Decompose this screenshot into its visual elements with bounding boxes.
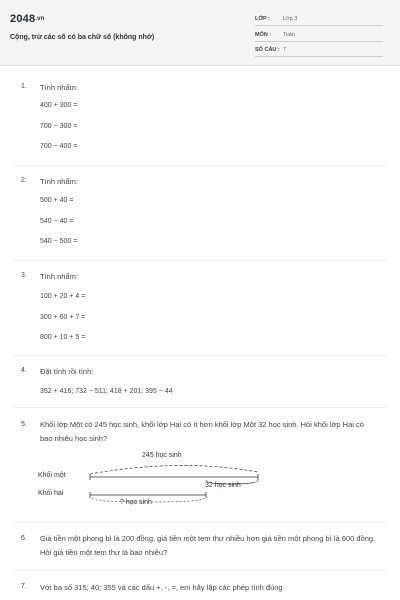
diagram-svg [30,450,290,510]
exercise-line: 700 − 300 = [40,123,78,130]
question-number: 5. [21,421,27,428]
meta-subject [255,30,383,42]
site-logo[interactable] [10,13,45,25]
meta-subject-key: MÔN : [255,32,272,38]
question-number: 1. [21,83,27,90]
question-title: Tính nhẩm: [40,272,78,281]
exercise-line: 400 + 300 = [40,102,78,109]
row1-label: Khối một [38,472,66,479]
meta-grade-key: LỚP : [255,16,270,22]
question-title: Đặt tính rồi tính: [40,367,94,376]
segment-diagram [30,450,290,510]
exercise-line: 700 − 400 = [40,143,78,150]
meta-grade-value: Lớp 3 [283,16,298,22]
exercise-line: 540 − 500 = [40,238,78,245]
divider [14,165,386,166]
divider [14,570,386,571]
difference-label: 32 học sinh [205,482,241,489]
meta-count [255,45,383,57]
meta-count-value: 7 [283,47,287,53]
question-number: 4. [21,367,27,374]
total-label: 245 học sinh [142,452,182,459]
exercise-line: 300 + 60 + 7 = [40,314,86,321]
unknown-label: ? học sinh [120,499,152,506]
divider [14,522,386,523]
divider [14,260,386,261]
divider [14,355,386,356]
worksheet-title: Cộng, trừ các số có ba chữ số (không nhớ) [10,34,155,41]
worksheet-header [0,0,400,66]
question-title: Tính nhẩm: [40,177,78,186]
total-brace [90,465,258,474]
question-text: Giá tiền một phong bì là 200 đồng, giá tiền một tem thư nhiều hơn giá tiền một phong bì là 600 đồng. Hỏi giá tiền một tem thư là bao nhiêu? [40,534,376,557]
meta-grade [255,14,383,26]
exercise-line: 100 + 20 + 4 = [40,293,86,300]
logo-suffix: .vn [35,16,45,22]
meta-count-key: SỐ CÂU : [255,47,280,53]
exercise-line: 800 + 10 + 5 = [40,334,86,341]
exercise-line: 500 + 40 = [40,197,74,204]
question-text: Khối lớp Một có 245 học sinh, khối lớp Hai có ít hơn khối lớp Một 32 học sinh. Hỏi khối lớp Hai có bao nhiêu học sinh? [40,420,364,443]
logo-number: 2048 [10,13,36,25]
question-number: 2. [21,177,27,184]
question-number: 7. [21,583,27,590]
question-number: 3. [21,272,27,279]
exercise-line: 352 + 416; 732 − 511; 418 + 201; 395 − 44 [40,388,173,395]
question-title: Tính nhẩm: [40,83,78,92]
meta-subject-value: Toán [283,32,295,38]
row2-label: Khối hai [38,490,64,497]
divider [14,407,386,408]
question-text: Với ba số 315; 40; 355 và các dấu +, -, =, em hãy lập các phép tính đúng [40,583,283,592]
question-number: 6. [21,535,27,542]
exercise-line: 540 − 40 = [40,218,74,225]
